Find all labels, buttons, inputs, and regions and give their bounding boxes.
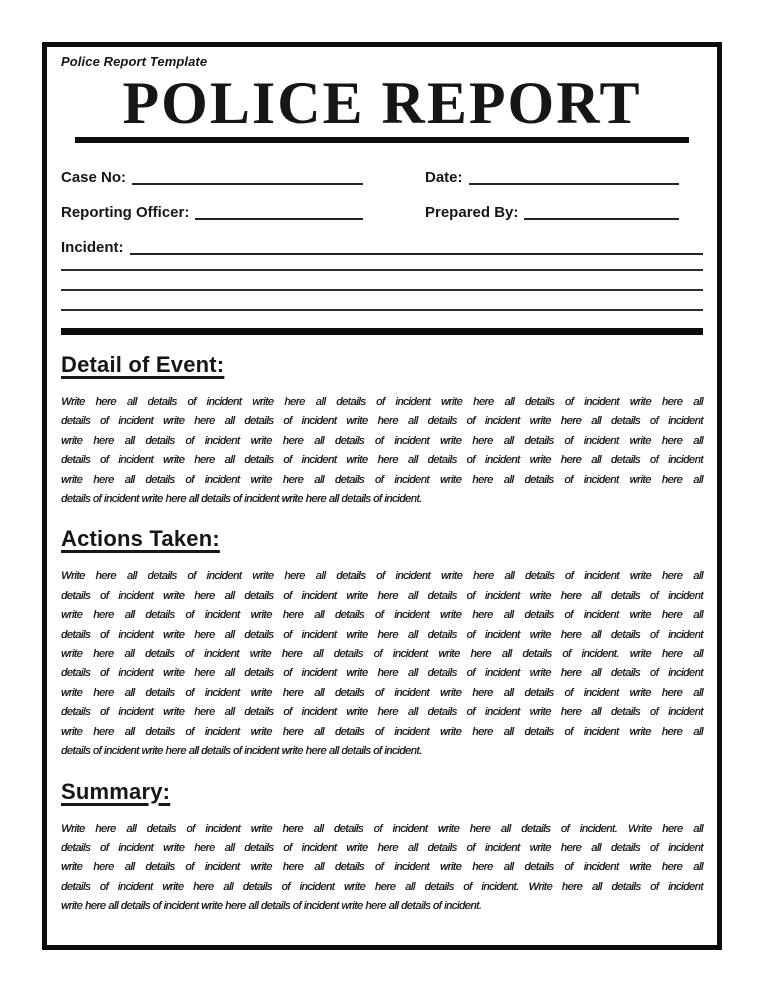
paragraph-line: details of incident write here all details of incident write here all details of incident write here all details of incident [61, 706, 703, 719]
date-field [425, 168, 703, 187]
incident-field [61, 238, 703, 257]
paragraph-line: write here all details of incident write here all details of incident write here all details of incident write here all [61, 686, 703, 699]
paragraph-line: Write here all details of incident write here all details of incident write here all details of incident. Write here all [61, 822, 703, 835]
report-page [42, 42, 722, 950]
paragraph-line: details of incident write here all details of incident write here all details of incident. [61, 745, 422, 758]
report-form [61, 168, 703, 222]
paragraph-line: Write here all details of incident write here all details of incident write here all details of incident write here all [61, 570, 703, 583]
paragraph-line: write here all details of incident write here all details of incident write here all details of incident write here all [61, 861, 703, 874]
paragraph-line: write here all details of incident write here all details of incident write here all details of incident write here all [61, 434, 703, 447]
incident-label: Incident: [61, 239, 124, 256]
incident-blank-line[interactable] [61, 257, 703, 271]
case-no-field [61, 168, 363, 187]
prepared-by-label: Prepared By: [425, 204, 519, 221]
section-heading-summary: Summary: [61, 778, 171, 804]
date-label: Date: [425, 169, 463, 186]
incident-blank-line[interactable] [61, 271, 703, 291]
date-input-line[interactable] [469, 171, 679, 185]
case-no-label: Case No: [61, 169, 127, 186]
section-heading-detail-of-event: Detail of Event: [61, 352, 225, 377]
paragraph-line: details of incident write here all details of incident write here all details of incident write here all details of incident [61, 415, 703, 428]
paragraph-line: details of incident write here all details of incident write here all details of incident. Write here all details of incident [61, 880, 703, 893]
paragraph-line: details of incident write here all details of incident write here all details of incident write here all details of incident [61, 589, 703, 602]
paragraph-line: details of incident write here all details of incident write here all details of incident. [61, 493, 422, 506]
paragraph-line: write here all details of incident write here all details of incident write here all details of incident write here all [61, 609, 703, 622]
paragraph-line: write here all details of incident write here all details of incident write here all details of incident write here all [61, 473, 703, 486]
section-heading-actions-taken: Actions Taken: [61, 526, 220, 552]
reporting-officer-input-line[interactable] [195, 206, 363, 220]
title-underline-rule [75, 137, 689, 143]
detail-of-event-paragraph [61, 393, 703, 509]
paragraph-line: details of incident write here all details of incident write here all details of incident write here all details of incident [61, 454, 703, 467]
actions-taken-paragraph [61, 567, 703, 761]
reporting-officer-field [61, 203, 363, 222]
header-divider-rule [61, 328, 703, 335]
report-title: POLICE REPORT [122, 70, 642, 136]
prepared-by-input-line[interactable] [524, 206, 679, 220]
paragraph-line: write here all details of incident write here all details of incident write here all details of incident. [61, 900, 482, 913]
template-tagline: Police Report Template [61, 54, 208, 69]
paragraph-line: details of incident write here all details of incident write here all details of incident write here all details of incident [61, 628, 703, 641]
paragraph-line: write here all details of incident write here all details of incident write here all details of incident. write here all [61, 648, 703, 661]
incident-input-line[interactable] [130, 241, 704, 255]
paragraph-line: details of incident write here all details of incident write here all details of incident write here all details of incident [61, 841, 703, 854]
case-no-input-line[interactable] [132, 171, 363, 185]
prepared-by-field [425, 203, 703, 222]
paragraph-line: write here all details of incident write here all details of incident write here all details of incident write here all [61, 725, 703, 738]
summary-paragraph [61, 820, 703, 917]
paragraph-line: Write here all details of incident write here all details of incident write here all details of incident write here all [61, 396, 703, 408]
paragraph-line: details of incident write here all details of incident write here all details of incident write here all details of incident [61, 667, 703, 680]
reporting-officer-label: Reporting Officer: [61, 204, 190, 221]
incident-blank-line[interactable] [61, 291, 703, 311]
